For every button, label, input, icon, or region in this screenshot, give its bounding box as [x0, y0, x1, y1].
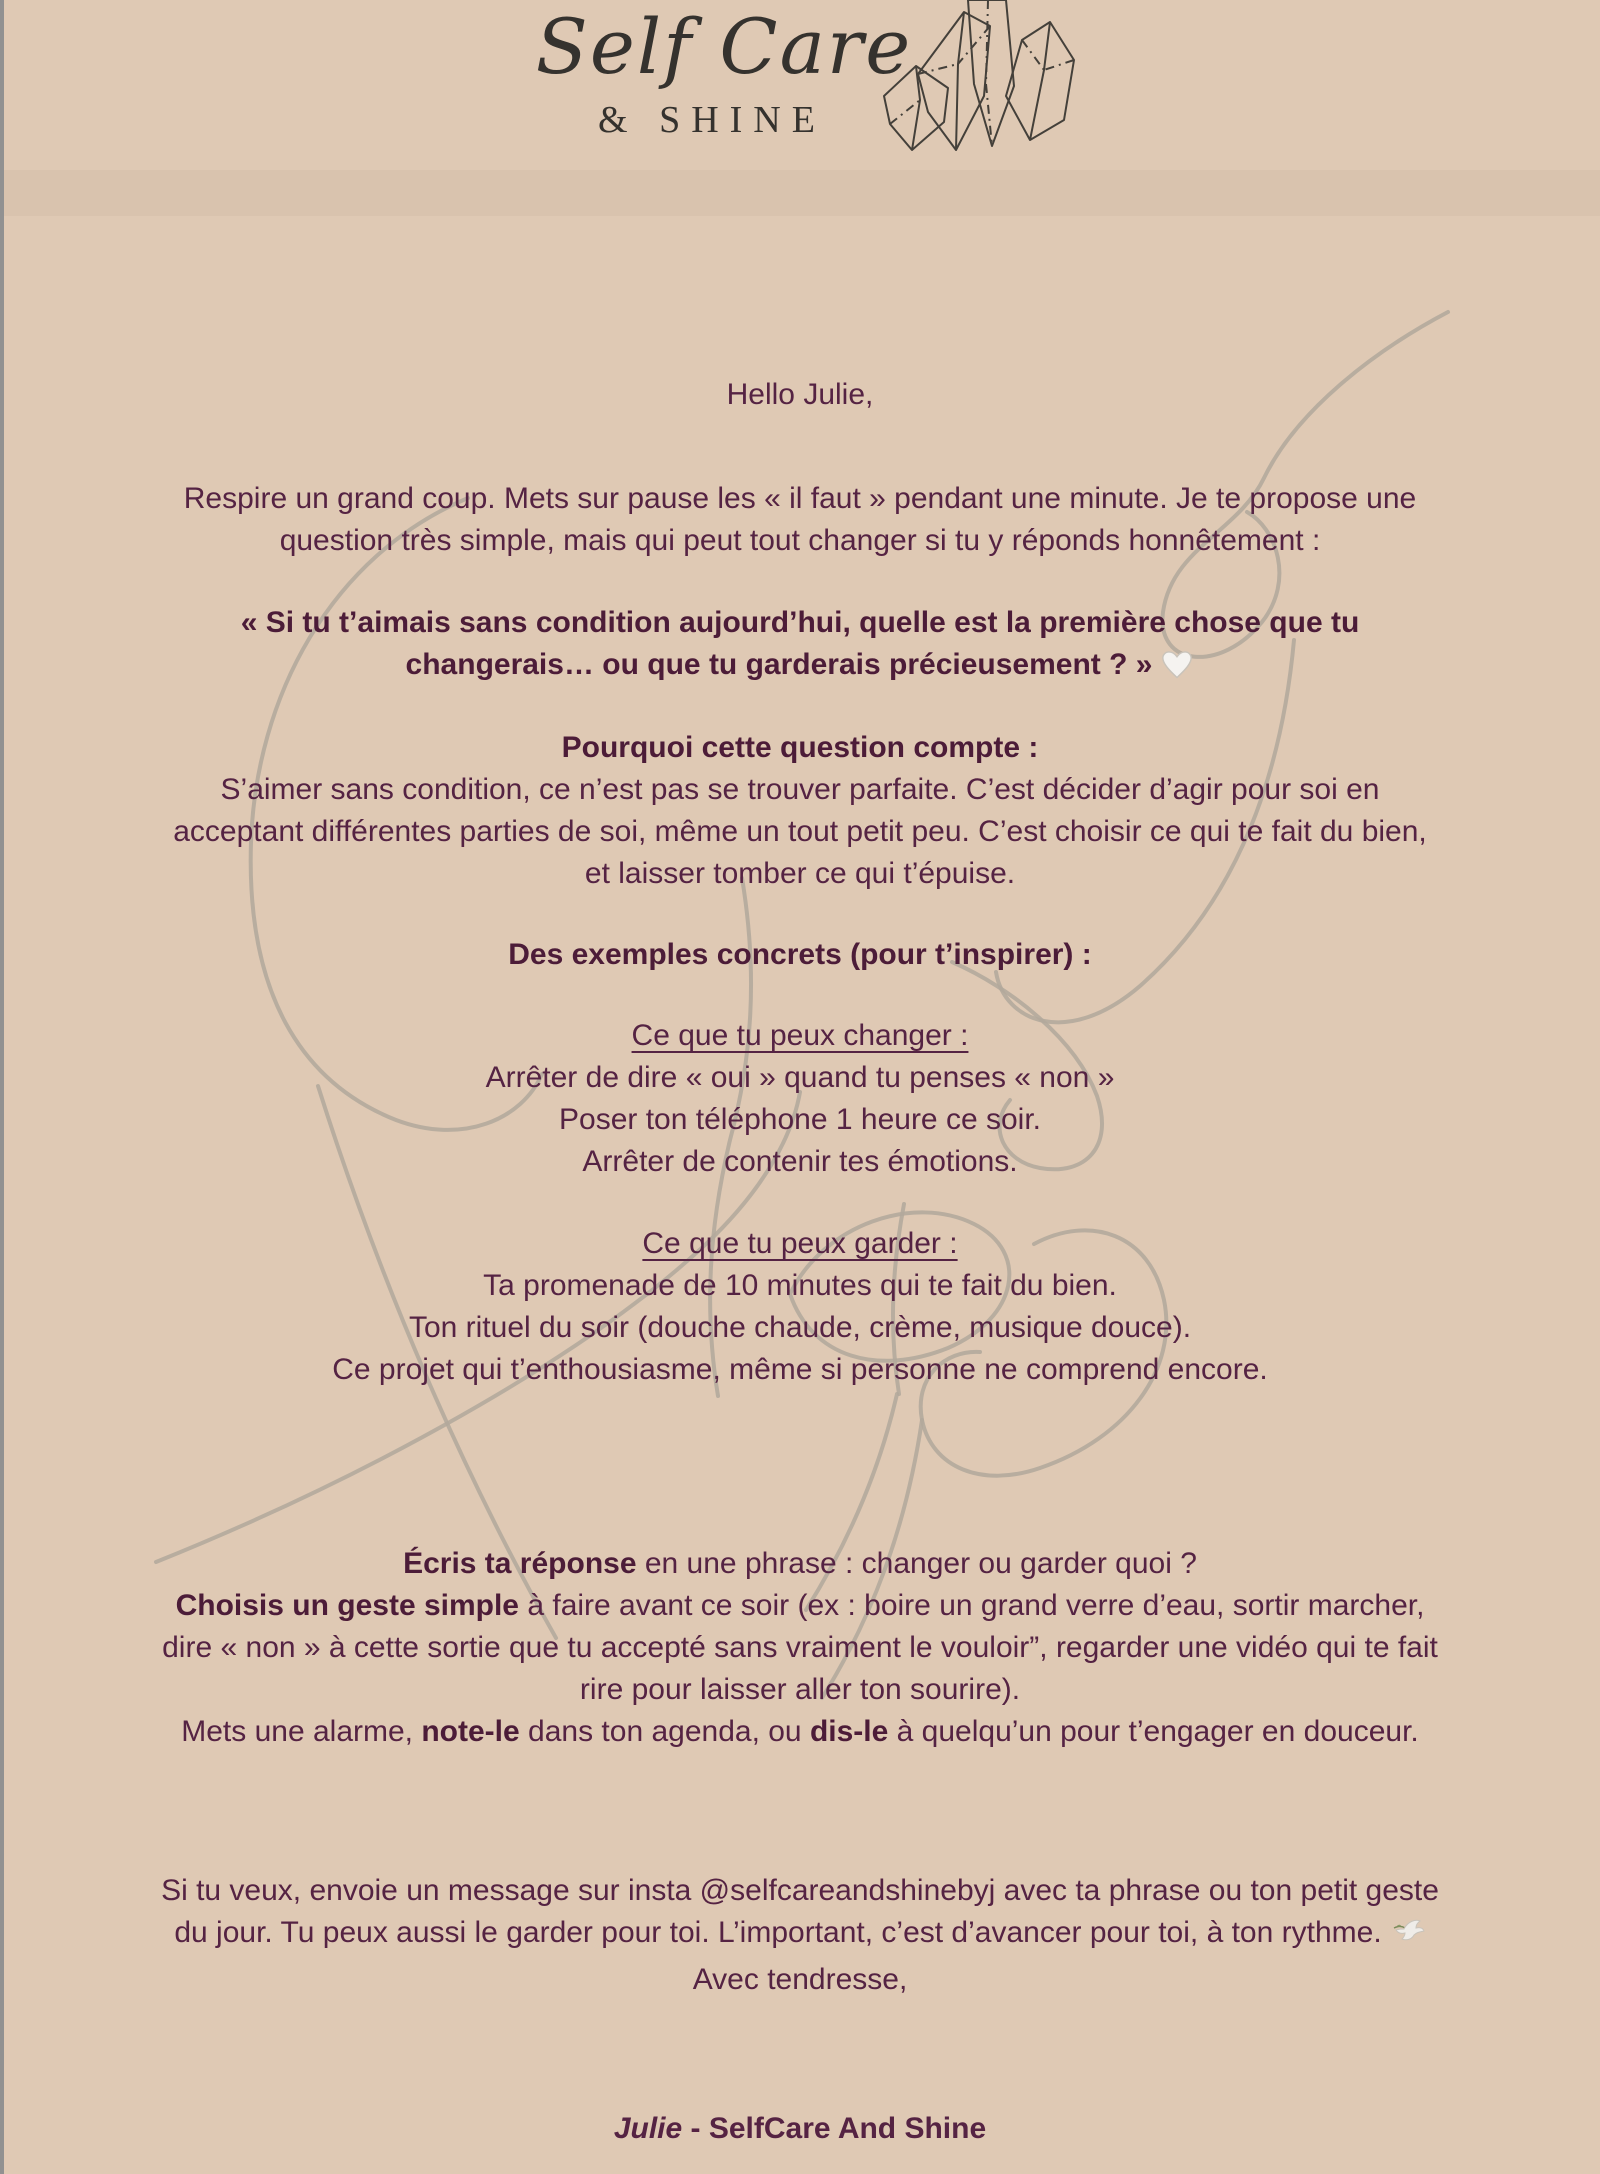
- why-section: [160, 727, 1440, 895]
- action-line-3: Mets une alarme, note-le dans ton agenda, ou dis-le à quelqu’un pour t’engager en douceur.: [181, 1715, 1419, 1748]
- keep-list: [160, 1265, 1440, 1391]
- signature: [160, 2108, 1440, 2150]
- action-line-2: Choisis un geste simple à faire avant ce soir (ex : boire un grand verre d’eau, sortir marcher, dire « non » à cette sortie que tu accepté sans vraiment le vouloir”, regarder une vidéo qui te fait rire pour laisser aller ton sourire).: [162, 1589, 1438, 1706]
- examples-title: Des exemples concrets (pour t’inspirer) :: [508, 938, 1092, 971]
- list-item: Arrêter de contenir tes émotions.: [582, 1145, 1018, 1178]
- why-section-title: Pourquoi cette question compte :: [561, 731, 1039, 764]
- white-heart-emoji: [1160, 649, 1194, 691]
- list-item: Arrêter de dire « oui » quand tu penses « non »: [485, 1061, 1115, 1094]
- signature-rest: - SelfCare And Shine: [682, 2112, 987, 2145]
- signature-name: Julie: [613, 2112, 683, 2145]
- left-edge-strip: [0, 0, 4, 2174]
- action-line-1: Écris ta réponse en une phrase : changer ou garder quoi ?: [403, 1547, 1197, 1580]
- action-block: [160, 1543, 1440, 1753]
- keep-section: [160, 1223, 1440, 1391]
- valediction-text: Avec tendresse,: [692, 1963, 908, 1996]
- greeting-text: Hello Julie,: [726, 378, 874, 411]
- change-section-title: Ce que tu peux changer :: [631, 1019, 969, 1052]
- change-list: [160, 1057, 1440, 1183]
- closing-text: Si tu veux, envoie un message sur insta @selfcareandshinebyj avec ta phrase ou ton petit geste du jour. Tu peux aussi le garder pour toi. L’important, c’est d’avancer pour toi, à ton rythme.: [161, 1874, 1439, 1949]
- closing-block: [160, 1870, 1440, 2001]
- keep-section-title: Ce que tu peux garder :: [642, 1227, 958, 1260]
- logo-script-text: Self Care: [535, 2, 913, 91]
- closing-paragraph: [160, 1870, 1440, 1959]
- change-section: [160, 1015, 1440, 1183]
- list-item: Ce projet qui t’enthousiasme, même si personne ne comprend encore.: [332, 1353, 1268, 1386]
- list-item: Poser ton téléphone 1 heure ce soir.: [559, 1103, 1041, 1136]
- list-item: Ta promenade de 10 minutes qui te fait du bien.: [483, 1269, 1117, 1302]
- quote-text: « Si tu t’aimais sans condition aujourd’hui, quelle est la première chose que tu changerais… ou que tu garderais précieusement ? »: [240, 606, 1360, 681]
- why-paragraph: S’aimer sans condition, ce n’est pas se trouver parfaite. C’est décider d’agir pour soi en acceptant différentes parties de soi, même un tout petit peu. C’est choisir ce qui te fait du bien, et laisser tomber ce qui t’épuise.: [173, 773, 1427, 890]
- crystal-cluster-icon: [872, 0, 1087, 156]
- brand-logo: [0, 0, 1600, 240]
- letter-column: [160, 374, 1440, 1391]
- intro-paragraph: Respire un grand coup. Mets sur pause les « il faut » pendant une minute. Je te propose une question très simple, mais qui peut tout changer si tu y réponds honnêtement :: [183, 482, 1417, 557]
- quote-paragraph: [160, 602, 1440, 691]
- dove-emoji: [1390, 1915, 1426, 1959]
- list-item: Ton rituel du soir (douche chaude, crème, musique douce).: [408, 1311, 1192, 1344]
- logo-subtitle: & SHINE: [598, 99, 826, 141]
